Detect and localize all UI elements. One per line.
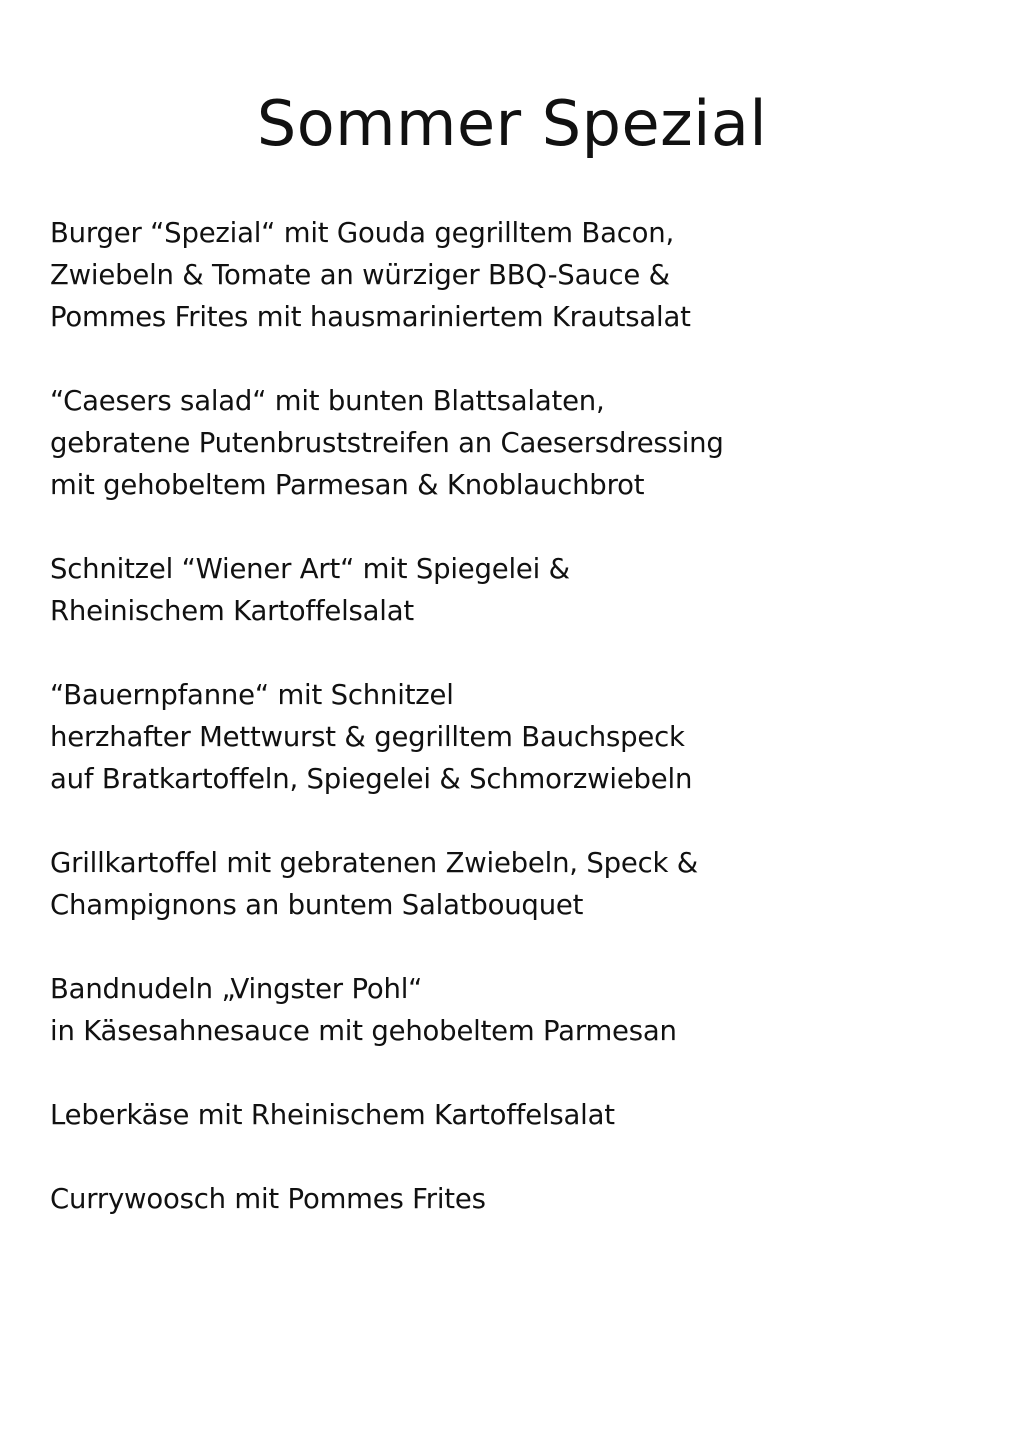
menu-item-text: “Bauernpfanne“ mit Schnitzel (50, 679, 454, 711)
menu-item (50, 548, 990, 632)
menu-item-text: Bandnudeln „Vingster Pohl“ (50, 973, 423, 1005)
menu-item (50, 1094, 990, 1136)
menu-item-text: mit gehobeltem Parmesan & Knoblauchbrot (50, 469, 645, 501)
menu-item-text: Zwiebeln & Tomate an würziger BBQ-Sauce & (50, 259, 670, 291)
menu-item (50, 212, 990, 338)
menu-item-text: Burger “Spezial“ mit Gouda gegrilltem Bacon, (50, 217, 675, 249)
menu-item-text: gebratene Putenbruststreifen an Caesersdressing (50, 427, 724, 459)
menu-item (50, 842, 990, 926)
menu-item-text: in Käsesahnesauce mit gehobeltem Parmesan (50, 1015, 677, 1047)
menu-list (50, 212, 990, 1262)
menu-item-text: Schnitzel “Wiener Art“ mit Spiegelei & (50, 553, 570, 585)
menu-item-text: Champignons an buntem Salatbouquet (50, 889, 584, 921)
menu-item-text: Currywoosch mit Pommes Frites (50, 1183, 486, 1215)
page-title: Sommer Spezial (256, 87, 768, 160)
menu-item-text: auf Bratkartoffeln, Spiegelei & Schmorzwiebeln (50, 763, 693, 795)
menu-item-text: Leberkäse mit Rheinischem Kartoffelsalat (50, 1099, 615, 1131)
menu-item-text: “Caesers salad“ mit bunten Blattsalaten, (50, 385, 605, 417)
menu-item-text: Pommes Frites mit hausmariniertem Krautsalat (50, 301, 691, 333)
menu-item-text: Grillkartoffel mit gebratenen Zwiebeln, Speck & (50, 847, 699, 879)
menu-item (50, 674, 990, 800)
menu-item (50, 380, 990, 506)
menu-item-text: herzhafter Mettwurst & gegrilltem Bauchspeck (50, 721, 685, 753)
menu-item-text: Rheinischem Kartoffelsalat (50, 595, 414, 627)
menu-item (50, 1178, 990, 1220)
menu-item (50, 968, 990, 1052)
